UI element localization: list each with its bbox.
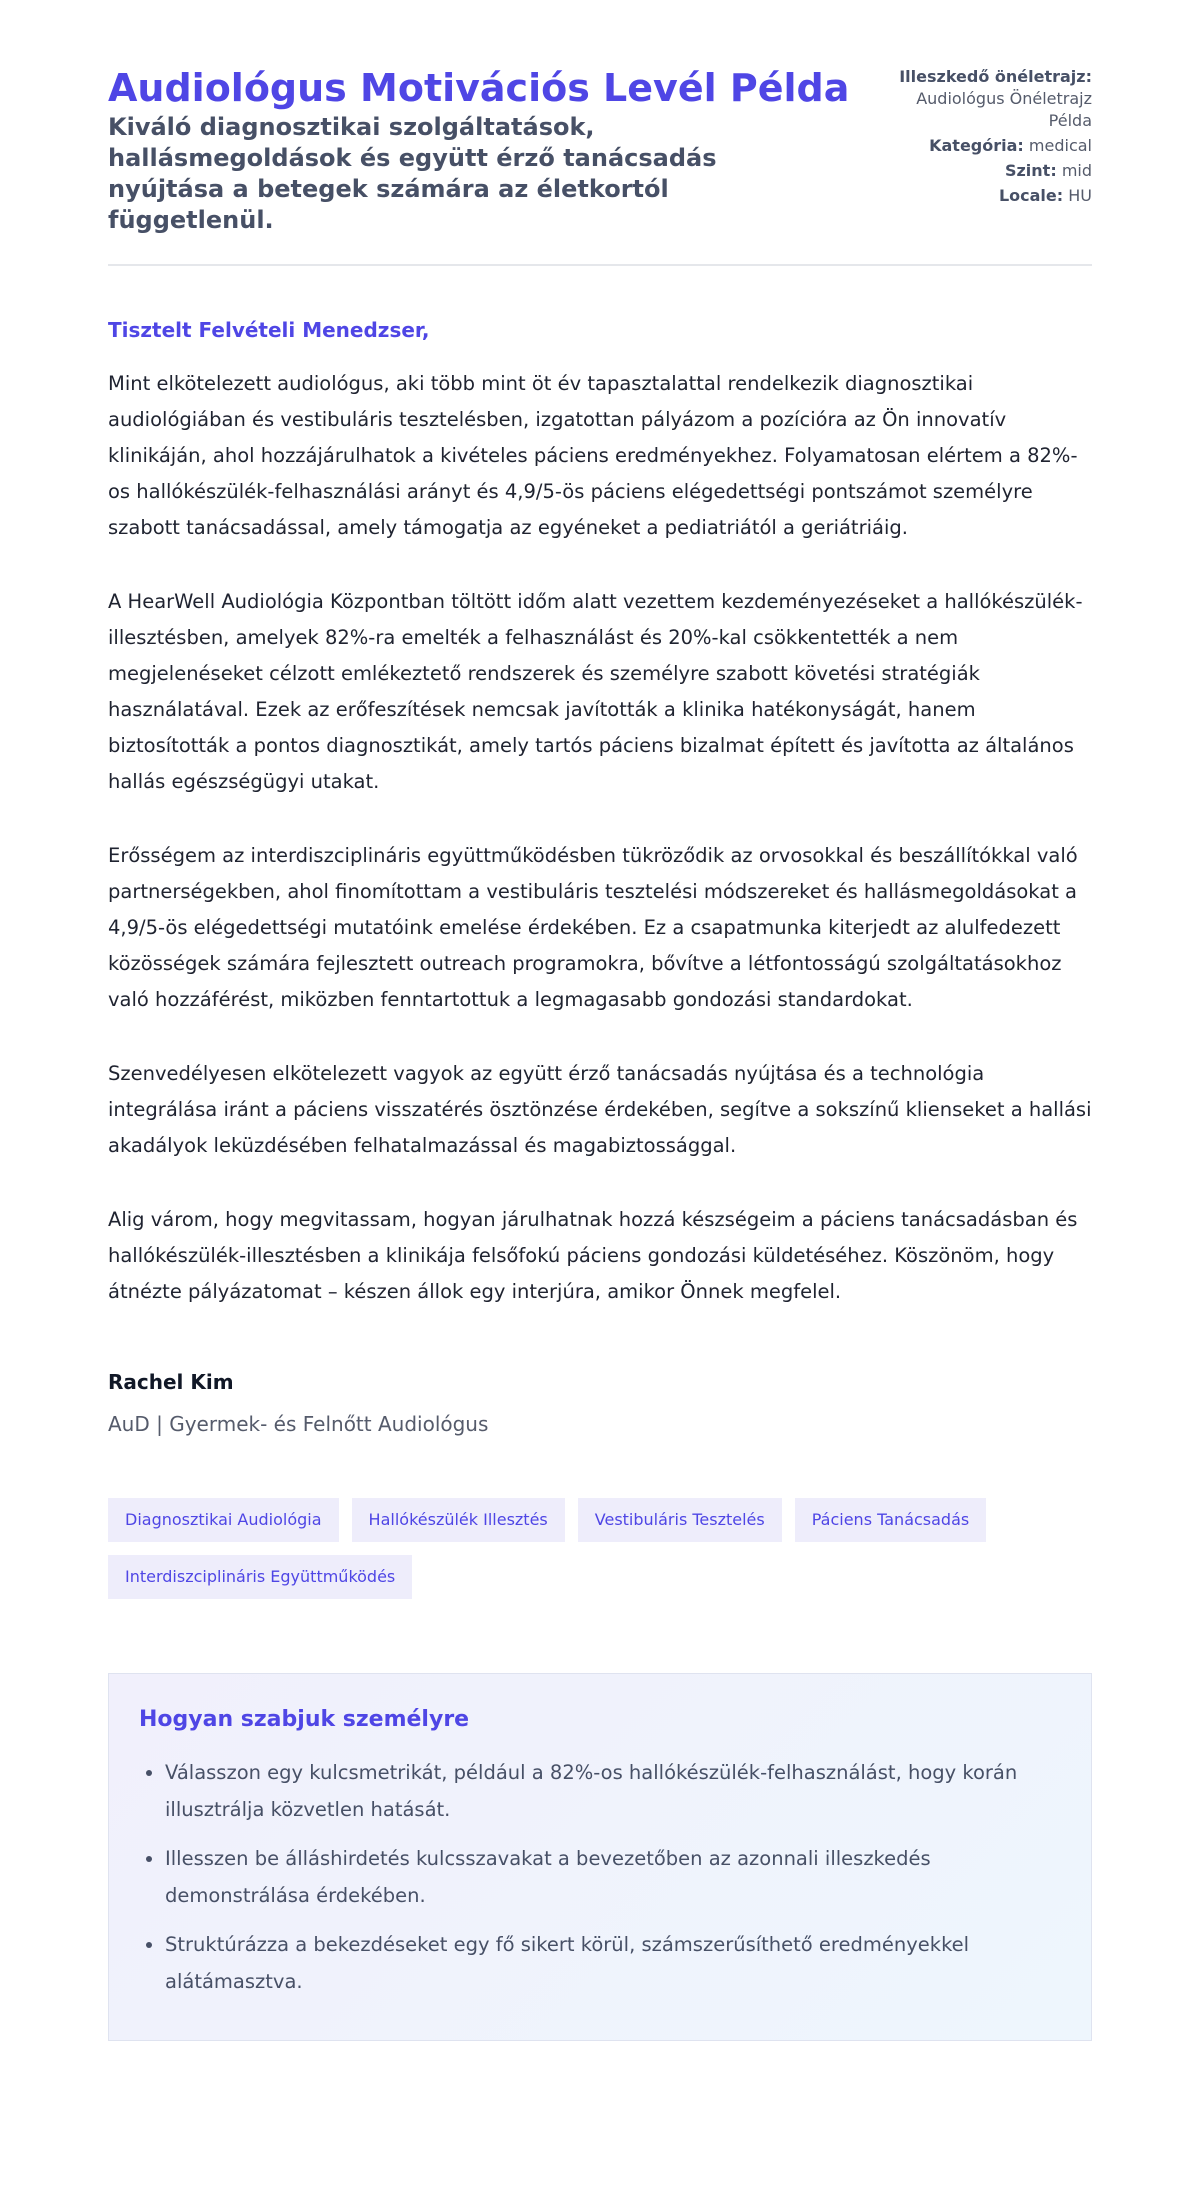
meta-level: Szint: mid: [1004, 161, 1092, 180]
customization-tips: [108, 1673, 1092, 2041]
tip-item: • Válasszon egy kulcsmetrikát, például a 82%-os hallókészülék-felhasználást, hogy korán illusztrálja közvetlen hatását.: [165, 1754, 1061, 1828]
signature-name: Rachel Kim: [108, 1370, 234, 1394]
skill-tag: Páciens Tanácsadás: [795, 1498, 987, 1542]
meta-category: Kategória: medical: [929, 136, 1092, 155]
skill-tag: Diagnosztikai Audiológia: [108, 1498, 339, 1542]
page-subtitle: Kiváló diagnosztikai szolgáltatások, hallásmegoldások és együtt érző tanácsadás nyújtása a betegek számára az életkortól függetlenül.: [108, 113, 717, 234]
meta-resume: Illeszkedő önéletrajz: Audiológus Önéletrajz Példa: [899, 67, 1092, 130]
greeting: Tisztelt Felvételi Menedzser,: [108, 318, 430, 342]
signature: [108, 1366, 1092, 1440]
letter-body: [108, 314, 1092, 2041]
paragraph: Alig várom, hogy megvitassam, hogyan járulhatnak hozzá készségeim a páciens tanácsadásban és hallókészülék-illesztésben a klinikája felsőfokú páciens gondozási küldetéséhez. Köszönöm, hogy átnézte pályázatomat – készen állok egy interjúra, amikor Önnek megfelel.: [108, 1208, 1078, 1303]
skill-tag: Interdiszciplináris Együttműködés: [108, 1555, 412, 1599]
page-title: Audiológus Motivációs Levél Példa: [108, 66, 850, 110]
meta-info: [882, 66, 1092, 210]
resume-link[interactable]: Audiológus Önéletrajz Példa: [916, 89, 1092, 130]
paragraph: Mint elkötelezett audiológus, aki több mint öt év tapasztalattal rendelkezik diagnosztikai audiológiában és vestibuláris tesztelésben, izgatottan pályázom a pozícióra az Ön innovatív klinikáján, ahol hozzájárulhatok a kivételes páciens eredményekhez. Folyamatosan elértem a 82%-os hallókészülék-felhasználási arányt és 4,9/5-ös páciens elégedettségi pontszámot személyre szabott tanácsadással, amely támogatja az egyéneket a pediatriától a geriátriáig.: [108, 372, 1078, 539]
tips-title: Hogyan szabjuk személyre: [139, 1707, 470, 1732]
signature-role: AuD | Gyermek- és Felnőtt Audiológus: [108, 1412, 489, 1436]
paragraph: A HearWell Audiológia Központban töltött időm alatt vezettem kezdeményezéseket a hallókészülék-illesztésben, amelyek 82%-ra emelték a felhasználást és 20%-kal csökkentették a nem megjelenéseket célzott emlékeztető rendszerek és személyre szabott követési stratégiák használatával. Ezek az erőfeszítések nemcsak javították a klinika hatékonyságát, hanem biztosították a pontos diagnosztikát, amely tartós páciens bizalmat épített és javította az általános hallás egészségügyi utakat.: [108, 590, 1083, 793]
skill-tag: Vestibuláris Tesztelés: [578, 1498, 782, 1542]
skill-tags: [108, 1498, 1092, 1599]
page-header: [108, 64, 1092, 266]
tip-item: • Illesszen be álláshirdetés kulcsszavakat a bevezetőben az azonnali illeszkedés demonstrálása érdekében.: [165, 1840, 1061, 1914]
skill-tag: Hallókészülék Illesztés: [352, 1498, 565, 1542]
paragraph: Erősségem az interdiszciplináris együttműködésben tükröződik az orvosokkal és beszállítókkal való partnerségekben, ahol finomítottam a vestibuláris tesztelési módszereket és hallásmegoldásokat a 4,9/5-ös elégedettségi mutatóink emelése érdekében. Ez a csapatmunka kiterjedt az alulfedezett közösségek számára fejlesztett outreach programokra, bővítve a létfontosságú szolgáltatásokhoz való hozzáférést, miközben fenntartottuk a legmagasabb gondozási standardokat.: [108, 844, 1078, 1011]
tip-item: • Struktúrázza a bekezdéseket egy fő sikert körül, számszerűsíthető eredményekkel alátámasztva.: [165, 1926, 1061, 2000]
meta-locale: Locale: HU: [998, 186, 1092, 205]
tips-list: [139, 1754, 1061, 2000]
paragraph: Szenvedélyesen elkötelezett vagyok az együtt érző tanácsadás nyújtása és a technológia integrálása iránt a páciens visszatérés ösztönzése érdekében, segítve a sokszínű klienseket a hallási akadályok leküzdésében felhatalmazással és magabiztossággal.: [108, 1062, 1092, 1157]
